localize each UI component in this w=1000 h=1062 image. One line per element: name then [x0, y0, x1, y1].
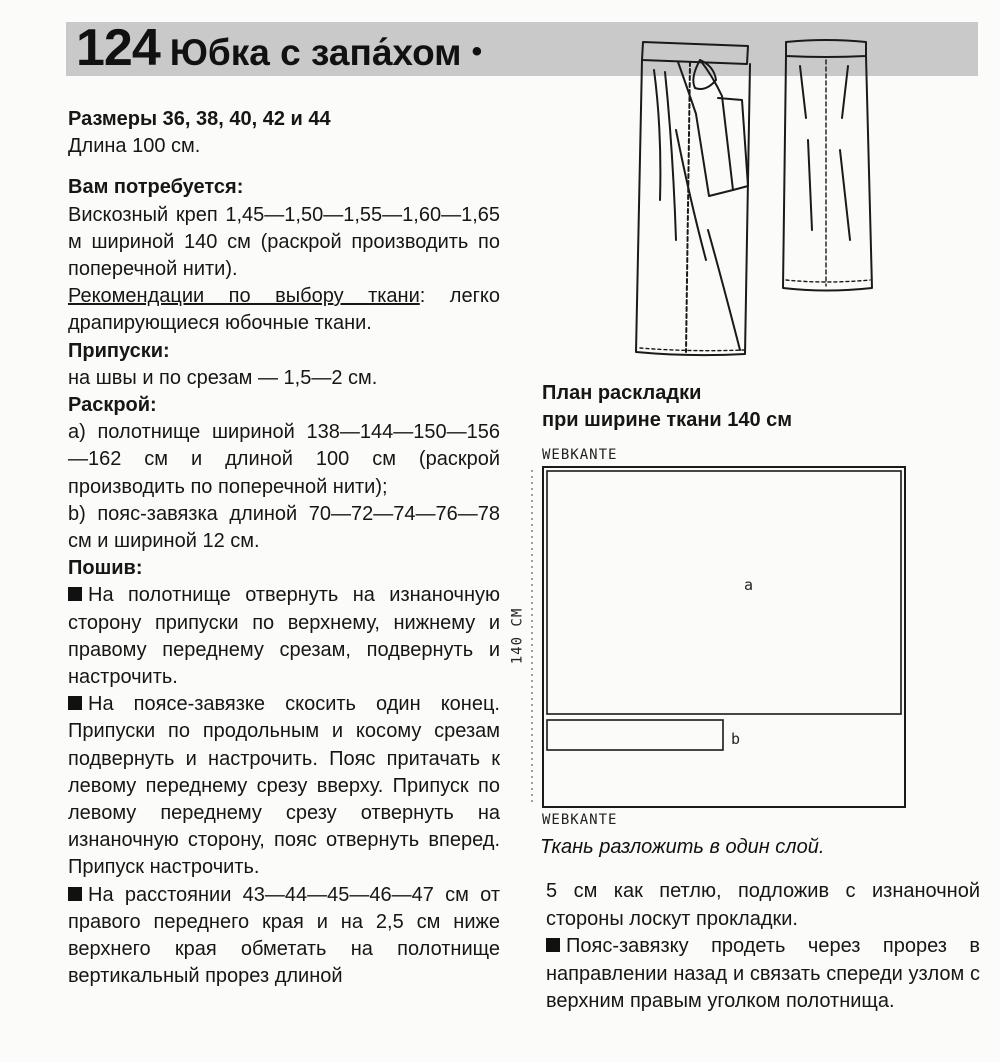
- sewing-step: На полотнище отвернуть на изнаночную сторону припуски по верхнему, нижнему и правому переднему срезам, подвернуть и настрочить.: [68, 584, 500, 689]
- piece-b-label: b: [731, 730, 742, 748]
- skirt-front-view: [636, 42, 750, 355]
- pattern-number: 124: [76, 19, 160, 77]
- skirt-back-view: [783, 40, 872, 291]
- materials-heading: Вам потребуется:: [68, 176, 244, 199]
- materials-text: Вискозный креп 1,45—1,50—1,55—1,60—1,65 м шириной 140 см (раскрой производить по поперечной нити).: [68, 203, 500, 281]
- instructions-left-column: [68, 106, 500, 991]
- bullet-square-icon: [68, 887, 82, 901]
- layout-caption: Ткань разложить в один слой.: [540, 836, 825, 858]
- bullet-square-icon: [546, 938, 560, 952]
- fabric-outline: [543, 467, 905, 807]
- cutting-item-b: b) пояс-завязка длиной 70—72—74—76—78 см и шириной 12 см.: [68, 502, 500, 553]
- length-text: Длина 100 см.: [68, 135, 201, 158]
- sizes-heading: Размеры 36, 38, 40, 42 и 44: [68, 108, 331, 130]
- cutting-item-a: a) полотнище шириной 138—144—150—156—162 см и длиной 100 см (раскрой производить по поперечной нити);: [68, 421, 500, 498]
- sewing-continuation: 5 см как петлю, подложив с изнаночной стороны лоскут прокладки.: [546, 880, 980, 930]
- selvage-label-top: WEBKANTE: [542, 447, 618, 463]
- sewing-step: Пояс-завязку продеть через прорез в направлении назад и связать спереди узлом с верхним правым уголком полотнища.: [546, 935, 980, 1012]
- bullet-square-icon: [68, 696, 82, 710]
- pattern-name: Юбка с запа́хом: [169, 32, 462, 73]
- bullet-square-icon: [68, 587, 82, 601]
- recommend-label: Рекомендации по выбору ткани: [68, 285, 420, 308]
- page-title: [76, 20, 482, 82]
- layout-plan-title: План раскладки при ширине ткани 140 см: [542, 382, 793, 431]
- sewing-step: На поясе-завязке скосить один конец. Припуски по продольным и косому срезам подвернуть и настрочить. Пояс притачать к левому переднему срезу вверху. Припуск по левому переднему срезу отвернуть на изнаночную сторону, пояс отвернуть вперед. Припуск настрочить.: [68, 693, 500, 879]
- sewing-step: На расстоянии 43—44—45—46—47 см от правого переднего края и на 2,5 см ниже верхнего края обметать на полотнище вертикальный прорез длиной: [68, 883, 500, 988]
- piece-a-label: a: [744, 576, 755, 594]
- piece-a-panel: [547, 471, 901, 714]
- instructions-right-column: [546, 878, 980, 1016]
- cutting-heading: Раскрой:: [68, 394, 157, 417]
- recommend-text: : легко драпирующиеся юбочные ткани.: [68, 285, 500, 335]
- allowances-text: на швы и по срезам — 1,5—2 см.: [68, 366, 378, 389]
- difficulty-bullet: •: [471, 35, 483, 68]
- fabric-width-label: 140 СМ: [509, 607, 526, 665]
- fabric-recommendation: [68, 283, 500, 337]
- allowances-heading: Припуски:: [68, 339, 170, 362]
- selvage-label-bottom: WEBKANTE: [542, 812, 618, 828]
- sewing-heading: Пошив:: [68, 557, 143, 580]
- piece-b-belt: [547, 720, 723, 750]
